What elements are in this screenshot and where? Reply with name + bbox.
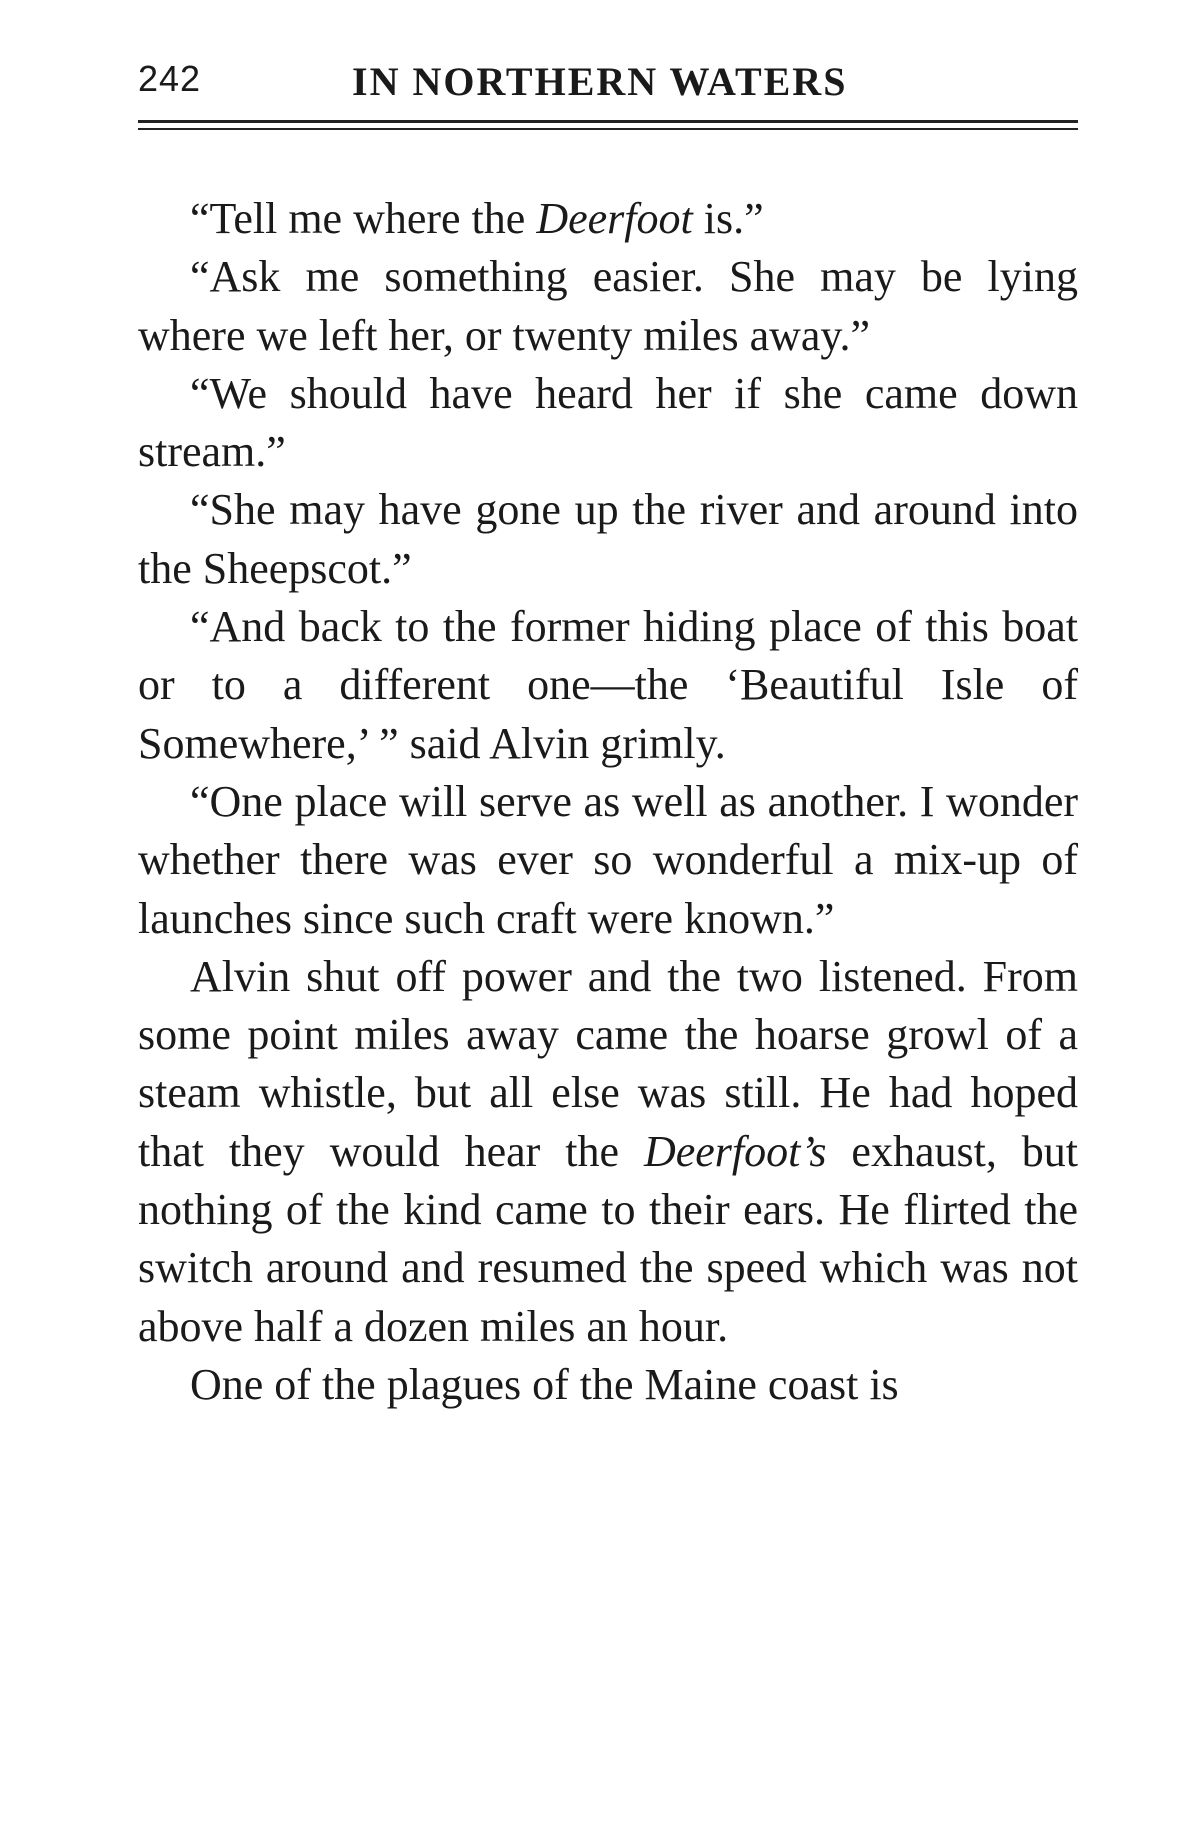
paragraph: “We should have heard her if she came down stream.” [138,368,1078,477]
running-head: IN NORTHERN WATERS [352,59,848,104]
paragraph: One of the plagues of the Maine coast is [190,1359,899,1409]
page-number: 242 [138,58,202,99]
italic-ship-name: Deerfoot’s [643,1126,827,1176]
paragraph: Alvin shut off power and the two listened. From some point miles away came the hoarse growl of a steam whistle, but all else was still. He had hoped that they would hear the Deerfoot’s exhaust, but nothing of the kind came to their ears. He flirted the switch around and resumed the speed which was not above half a dozen miles an hour. [138,951,1078,1351]
paragraph: “Tell me where the Deerfoot is.” [190,194,764,243]
header-rule-secondary [138,128,1078,130]
header-rule [138,120,1078,123]
paragraph: “And back to the former hiding place of this boat or to a different one—the ‘Beautiful Isle of Somewhere,’ ” said Alvin grimly. [138,602,1078,768]
paragraph: “One place will serve as well as another. I wonder whether there was ever so wonderful a mix-up of launches since such craft were known.” [138,776,1078,943]
page-header [138,58,1078,114]
body-text [138,190,1078,1414]
book-page [138,58,1078,1409]
paragraph: “Ask me something easier. She may be lying where we left her, or twenty miles away.” [138,252,1078,360]
italic-ship-name: Deerfoot [536,194,693,243]
paragraph: “She may have gone up the river and around into the Sheepscot.” [138,485,1078,593]
